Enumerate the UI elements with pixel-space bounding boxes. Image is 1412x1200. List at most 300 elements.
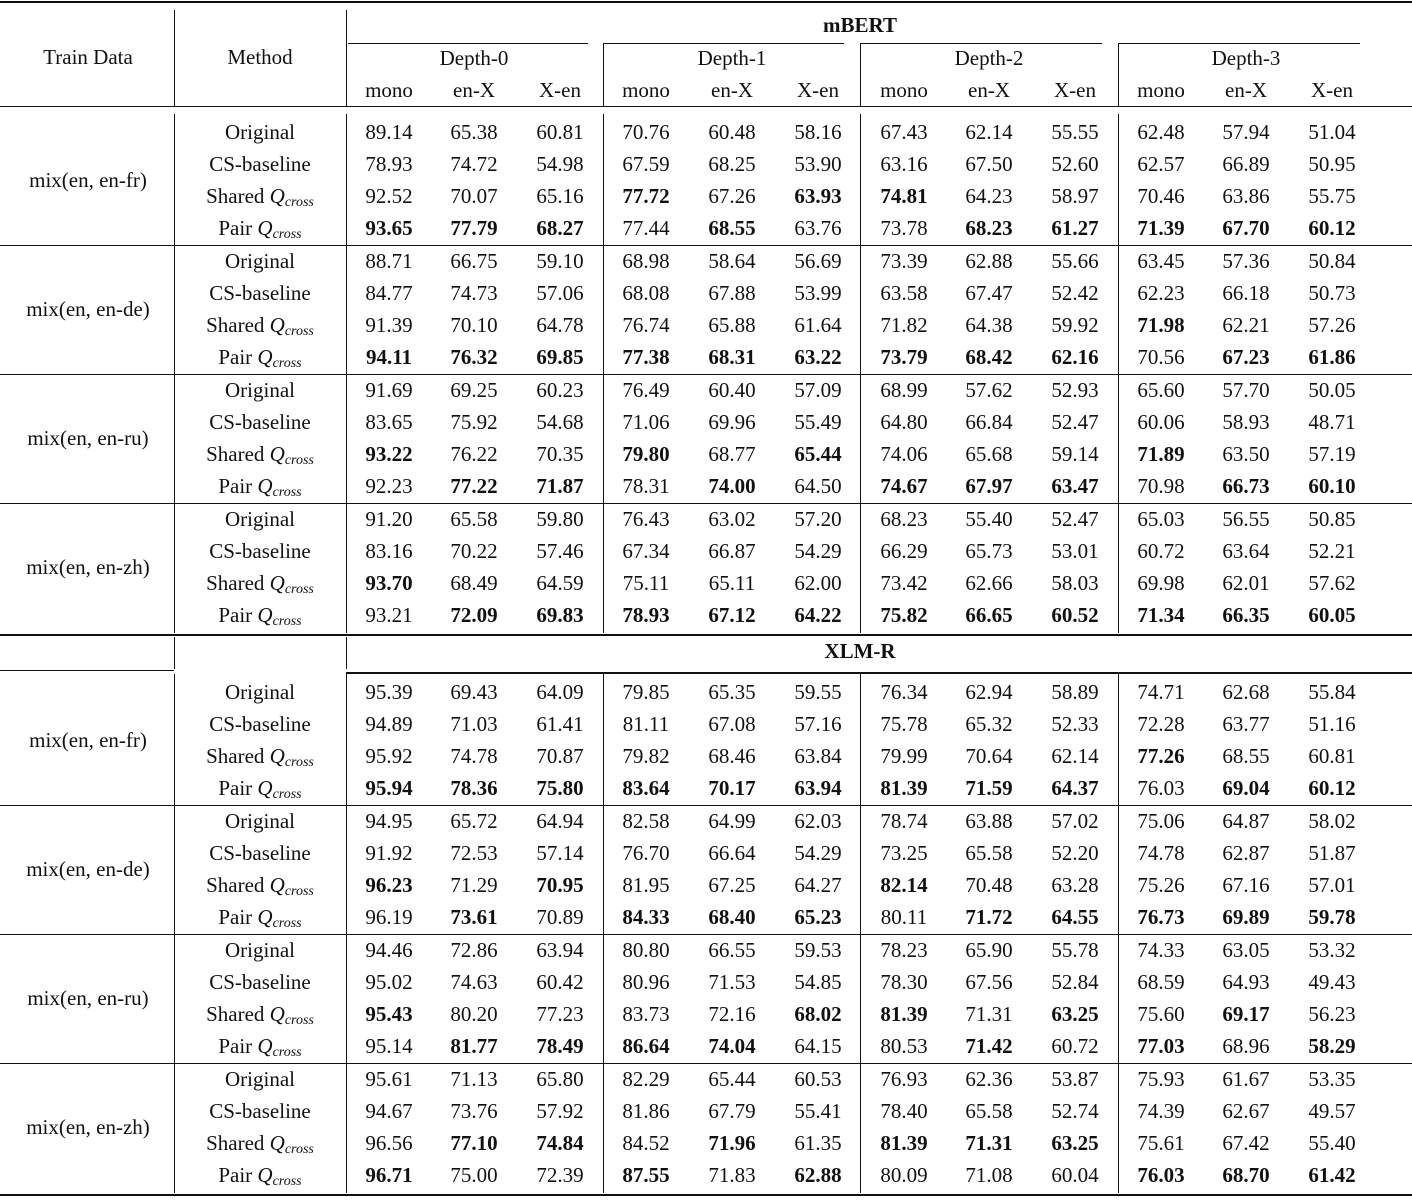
value-cell: 68.96: [1222, 1033, 1270, 1058]
value-cell: 55.41: [794, 1098, 842, 1123]
value-cell: 75.80: [536, 775, 584, 800]
value-cell: 60.52: [1051, 602, 1099, 627]
value-cell: 71.39: [1137, 215, 1185, 240]
value-cell: 63.77: [1222, 711, 1270, 736]
model-title-mbert: mBERT: [823, 13, 897, 37]
value-cell: 51.04: [1308, 120, 1356, 144]
value-cell: 63.94: [794, 775, 842, 800]
value-cell: 84.77: [365, 280, 413, 305]
value-cell: 67.59: [622, 151, 670, 176]
value-cell: 76.70: [622, 840, 670, 865]
value-cell: 63.45: [1137, 249, 1185, 273]
value-cell: 72.53: [450, 840, 498, 865]
value-cell: 52.21: [1308, 538, 1356, 563]
value-cell: 79.85: [622, 680, 670, 704]
vertical-rule: [174, 1061, 175, 1193]
value-cell: 72.86: [450, 938, 498, 962]
vertical-rule: [860, 803, 861, 935]
method-label: Pair: [218, 473, 258, 498]
horizontal-rule: [861, 43, 1102, 44]
value-cell: 68.55: [708, 215, 756, 240]
method-label: Pair: [218, 602, 258, 627]
subcol-header: mono: [622, 78, 670, 102]
value-cell: 64.50: [794, 473, 842, 498]
value-cell: 59.80: [536, 507, 584, 531]
value-cell: 75.92: [450, 409, 498, 434]
method-cell: CS-baseline: [209, 711, 311, 736]
value-cell: 65.44: [794, 441, 842, 466]
value-cell: 71.83: [708, 1162, 756, 1187]
value-cell: 53.35: [1308, 1067, 1356, 1091]
vertical-rule: [174, 932, 175, 1064]
value-cell: 73.79: [880, 344, 928, 369]
method-cell: [160, 567, 360, 599]
value-cell: 50.95: [1308, 151, 1356, 176]
vertical-rule: [603, 43, 604, 106]
value-cell: 53.87: [1051, 1067, 1099, 1091]
method-cell: [160, 599, 360, 631]
value-cell: 68.49: [450, 570, 498, 595]
value-cell: 70.87: [536, 743, 584, 768]
vertical-rule: [174, 372, 175, 504]
value-cell: 82.29: [622, 1067, 670, 1091]
vertical-rule: [346, 803, 347, 935]
value-cell: 53.90: [794, 151, 842, 176]
method-cell: [160, 438, 360, 470]
method-cell: Original: [225, 249, 295, 273]
value-cell: 59.14: [1051, 441, 1099, 466]
value-cell: 78.23: [880, 938, 928, 962]
value-cell: 75.93: [1137, 1067, 1185, 1091]
subcol-header: X-en: [1054, 78, 1096, 102]
vertical-rule: [603, 501, 604, 633]
value-cell: 83.16: [365, 538, 413, 563]
value-cell: 79.82: [622, 743, 670, 768]
value-cell: 54.85: [794, 969, 842, 994]
value-cell: 70.10: [450, 312, 498, 337]
q-cross-symbol: $Q_{cross}$: [257, 602, 302, 629]
value-cell: 60.04: [1051, 1162, 1099, 1187]
q-cross-symbol: $Q_{cross}$: [257, 1162, 302, 1189]
value-cell: 57.92: [536, 1098, 584, 1123]
value-cell: 65.38: [450, 120, 498, 144]
method-cell: [160, 341, 360, 373]
value-cell: 72.28: [1137, 711, 1185, 736]
value-cell: 74.39: [1137, 1098, 1185, 1123]
value-cell: 64.87: [1222, 809, 1270, 833]
value-cell: 60.81: [1308, 743, 1356, 768]
method-cell: [160, 740, 360, 772]
value-cell: 58.16: [794, 120, 842, 144]
value-cell: 55.84: [1308, 680, 1356, 704]
method-cell: CS-baseline: [209, 409, 311, 434]
value-cell: 71.89: [1137, 441, 1185, 466]
train-data-label: mix(en, en-de): [26, 296, 150, 321]
value-cell: 65.72: [450, 809, 498, 833]
value-cell: 67.70: [1222, 215, 1270, 240]
value-cell: 71.42: [965, 1033, 1013, 1058]
value-cell: 92.52: [365, 183, 413, 208]
value-cell: 64.37: [1051, 775, 1099, 800]
value-cell: 70.48: [965, 872, 1013, 897]
value-cell: 78.30: [880, 969, 928, 994]
vertical-rule: [1118, 243, 1119, 375]
value-cell: 68.27: [536, 215, 584, 240]
value-cell: 56.69: [794, 249, 842, 273]
value-cell: 65.35: [708, 680, 756, 704]
vertical-rule: [346, 10, 347, 106]
value-cell: 62.00: [794, 570, 842, 595]
value-cell: 71.31: [965, 1001, 1013, 1026]
value-cell: 91.69: [365, 378, 413, 402]
train-data-label: mix(en, en-fr): [29, 727, 147, 752]
train-data-header: Train Data: [43, 45, 133, 69]
value-cell: 66.18: [1222, 280, 1270, 305]
value-cell: 63.47: [1051, 473, 1099, 498]
value-cell: 80.53: [880, 1033, 928, 1058]
value-cell: 56.23: [1308, 1001, 1356, 1026]
depth-header: Depth-0: [439, 46, 509, 70]
value-cell: 77.23: [536, 1001, 584, 1026]
value-cell: 77.72: [622, 183, 670, 208]
value-cell: 65.11: [708, 570, 756, 595]
value-cell: 55.55: [1051, 120, 1099, 144]
subcol-header: X-en: [539, 78, 581, 102]
vertical-rule: [174, 114, 175, 246]
vertical-rule: [860, 243, 861, 375]
value-cell: 62.03: [794, 809, 842, 833]
train-data-label: mix(en, en-fr): [29, 167, 147, 192]
value-cell: 68.02: [794, 1001, 842, 1026]
value-cell: 86.64: [622, 1033, 670, 1058]
value-cell: 62.16: [1051, 344, 1099, 369]
value-cell: 71.98: [1137, 312, 1185, 337]
value-cell: 54.68: [536, 409, 584, 434]
value-cell: 83.73: [622, 1001, 670, 1026]
value-cell: 74.33: [1137, 938, 1185, 962]
method-cell: Original: [225, 507, 295, 531]
value-cell: 60.72: [1051, 1033, 1099, 1058]
method-label: Shared: [206, 570, 270, 595]
value-cell: 61.41: [536, 711, 584, 736]
value-cell: 62.87: [1222, 840, 1270, 865]
value-cell: 70.76: [622, 120, 670, 144]
vertical-rule: [860, 501, 861, 633]
value-cell: 74.04: [708, 1033, 756, 1058]
value-cell: 65.58: [965, 840, 1013, 865]
vertical-rule: [174, 10, 175, 106]
model-title-xlmr: XLM-R: [824, 639, 896, 663]
value-cell: 60.12: [1308, 775, 1356, 800]
value-cell: 78.93: [622, 602, 670, 627]
value-cell: 63.25: [1051, 1130, 1099, 1155]
train-data-label: mix(en, en-ru): [27, 985, 149, 1010]
value-cell: 67.23: [1222, 344, 1270, 369]
value-cell: 64.38: [965, 312, 1013, 337]
horizontal-rule: [346, 672, 1412, 674]
method-cell: [160, 1030, 360, 1062]
value-cell: 60.40: [708, 378, 756, 402]
value-cell: 66.55: [708, 938, 756, 962]
value-cell: 69.25: [450, 378, 498, 402]
value-cell: 55.49: [794, 409, 842, 434]
value-cell: 62.88: [965, 249, 1013, 273]
value-cell: 71.87: [536, 473, 584, 498]
value-cell: 54.29: [794, 840, 842, 865]
value-cell: 87.55: [622, 1162, 670, 1187]
value-cell: 95.43: [365, 1001, 413, 1026]
value-cell: 63.22: [794, 344, 842, 369]
value-cell: 63.84: [794, 743, 842, 768]
value-cell: 68.77: [708, 441, 756, 466]
value-cell: 75.26: [1137, 872, 1185, 897]
vertical-rule: [346, 243, 347, 375]
value-cell: 80.96: [622, 969, 670, 994]
method-label: Shared: [206, 441, 270, 466]
vertical-rule: [1118, 114, 1119, 246]
value-cell: 62.66: [965, 570, 1013, 595]
value-cell: 57.70: [1222, 378, 1270, 402]
value-cell: 68.42: [965, 344, 1013, 369]
value-cell: 50.84: [1308, 249, 1356, 273]
value-cell: 52.20: [1051, 840, 1099, 865]
value-cell: 60.06: [1137, 409, 1185, 434]
value-cell: 62.14: [1051, 743, 1099, 768]
value-cell: 70.35: [536, 441, 584, 466]
value-cell: 57.19: [1308, 441, 1356, 466]
vertical-rule: [346, 501, 347, 633]
q-cross-symbol: $Q_{cross}$: [269, 743, 314, 770]
value-cell: 93.70: [365, 570, 413, 595]
depth-header: Depth-3: [1211, 46, 1281, 70]
value-cell: 67.25: [708, 872, 756, 897]
value-cell: 64.27: [794, 872, 842, 897]
value-cell: 68.25: [708, 151, 756, 176]
value-cell: 78.49: [536, 1033, 584, 1058]
value-cell: 69.96: [708, 409, 756, 434]
value-cell: 53.01: [1051, 538, 1099, 563]
q-cross-symbol: $Q_{cross}$: [269, 441, 314, 468]
q-cross-symbol: $Q_{cross}$: [269, 312, 314, 339]
method-label: Pair: [218, 344, 258, 369]
vertical-rule: [1118, 43, 1119, 106]
method-label: Shared: [206, 743, 270, 768]
value-cell: 63.58: [880, 280, 928, 305]
value-cell: 62.21: [1222, 312, 1270, 337]
value-cell: 65.58: [450, 507, 498, 531]
method-cell: CS-baseline: [209, 1098, 311, 1123]
value-cell: 71.06: [622, 409, 670, 434]
value-cell: 59.78: [1308, 904, 1356, 929]
vertical-rule: [1118, 803, 1119, 935]
value-cell: 59.55: [794, 680, 842, 704]
value-cell: 69.83: [536, 602, 584, 627]
value-cell: 76.03: [1137, 1162, 1185, 1187]
value-cell: 60.10: [1308, 473, 1356, 498]
subcol-header: mono: [365, 78, 413, 102]
horizontal-rule: [604, 43, 844, 44]
subcol-header: X-en: [1311, 78, 1353, 102]
value-cell: 52.47: [1051, 409, 1099, 434]
value-cell: 83.64: [622, 775, 670, 800]
value-cell: 78.31: [622, 473, 670, 498]
method-cell: CS-baseline: [209, 840, 311, 865]
value-cell: 69.43: [450, 680, 498, 704]
train-data-label: mix(en, en-zh): [26, 1114, 150, 1139]
value-cell: 51.87: [1308, 840, 1356, 865]
value-cell: 74.78: [1137, 840, 1185, 865]
value-cell: 73.61: [450, 904, 498, 929]
value-cell: 75.11: [622, 570, 670, 595]
value-cell: 83.65: [365, 409, 413, 434]
vertical-rule: [1118, 372, 1119, 504]
value-cell: 76.49: [622, 378, 670, 402]
value-cell: 95.02: [365, 969, 413, 994]
value-cell: 64.99: [708, 809, 756, 833]
method-label: Shared: [206, 872, 270, 897]
value-cell: 57.02: [1051, 809, 1099, 833]
method-label: Pair: [218, 1033, 258, 1058]
q-cross-symbol: $Q_{cross}$: [257, 904, 302, 931]
value-cell: 63.16: [880, 151, 928, 176]
value-cell: 94.11: [365, 344, 413, 369]
value-cell: 74.73: [450, 280, 498, 305]
value-cell: 71.34: [1137, 602, 1185, 627]
method-label: Pair: [218, 215, 258, 240]
value-cell: 74.78: [450, 743, 498, 768]
value-cell: 61.35: [794, 1130, 842, 1155]
value-cell: 94.89: [365, 711, 413, 736]
q-cross-symbol: $Q_{cross}$: [269, 1001, 314, 1028]
value-cell: 77.22: [450, 473, 498, 498]
value-cell: 76.93: [880, 1067, 928, 1091]
value-cell: 76.03: [1137, 775, 1185, 800]
horizontal-rule: [348, 43, 588, 44]
value-cell: 57.46: [536, 538, 584, 563]
value-cell: 66.73: [1222, 473, 1270, 498]
vertical-rule: [603, 114, 604, 246]
value-cell: 52.60: [1051, 151, 1099, 176]
value-cell: 55.75: [1308, 183, 1356, 208]
method-cell: CS-baseline: [209, 151, 311, 176]
value-cell: 50.05: [1308, 378, 1356, 402]
value-cell: 63.94: [536, 938, 584, 962]
value-cell: 64.94: [536, 809, 584, 833]
subcol-header: en-X: [711, 78, 753, 102]
vertical-rule: [174, 637, 175, 669]
value-cell: 57.94: [1222, 120, 1270, 144]
value-cell: 65.16: [536, 183, 584, 208]
method-cell: Original: [225, 680, 295, 704]
vertical-rule: [346, 637, 347, 669]
value-cell: 73.25: [880, 840, 928, 865]
value-cell: 52.42: [1051, 280, 1099, 305]
value-cell: 88.71: [365, 249, 413, 273]
value-cell: 62.68: [1222, 680, 1270, 704]
horizontal-rule: [0, 106, 1412, 107]
value-cell: 66.75: [450, 249, 498, 273]
method-label: Shared: [206, 312, 270, 337]
value-cell: 78.93: [365, 151, 413, 176]
value-cell: 91.92: [365, 840, 413, 865]
value-cell: 60.53: [794, 1067, 842, 1091]
vertical-rule: [174, 674, 175, 806]
value-cell: 67.12: [708, 602, 756, 627]
method-cell: [160, 772, 360, 804]
vertical-rule: [860, 674, 861, 806]
value-cell: 68.08: [622, 280, 670, 305]
value-cell: 73.42: [880, 570, 928, 595]
value-cell: 92.23: [365, 473, 413, 498]
method-cell: [160, 180, 360, 212]
value-cell: 96.71: [365, 1162, 413, 1187]
vertical-rule: [1118, 932, 1119, 1064]
value-cell: 89.14: [365, 120, 413, 144]
value-cell: 69.04: [1222, 775, 1270, 800]
vertical-rule: [1118, 501, 1119, 633]
value-cell: 65.23: [794, 904, 842, 929]
value-cell: 55.40: [1308, 1130, 1356, 1155]
value-cell: 76.74: [622, 312, 670, 337]
method-label: Shared: [206, 183, 270, 208]
value-cell: 49.57: [1308, 1098, 1356, 1123]
method-cell: [160, 869, 360, 901]
vertical-rule: [346, 674, 347, 806]
vertical-rule: [860, 1061, 861, 1193]
vertical-rule: [346, 1061, 347, 1193]
vertical-rule: [346, 932, 347, 1064]
value-cell: 68.59: [1137, 969, 1185, 994]
value-cell: 64.22: [794, 602, 842, 627]
value-cell: 70.64: [965, 743, 1013, 768]
value-cell: 67.43: [880, 120, 928, 144]
vertical-rule: [603, 243, 604, 375]
value-cell: 65.03: [1137, 507, 1185, 531]
method-label: Pair: [218, 904, 258, 929]
value-cell: 94.46: [365, 938, 413, 962]
value-cell: 78.40: [880, 1098, 928, 1123]
value-cell: 53.32: [1308, 938, 1356, 962]
value-cell: 52.74: [1051, 1098, 1099, 1123]
value-cell: 58.29: [1308, 1033, 1356, 1058]
value-cell: 77.26: [1137, 743, 1185, 768]
method-cell: Original: [225, 809, 295, 833]
value-cell: 55.78: [1051, 938, 1099, 962]
value-cell: 52.93: [1051, 378, 1099, 402]
value-cell: 48.71: [1308, 409, 1356, 434]
value-cell: 77.03: [1137, 1033, 1185, 1058]
value-cell: 81.39: [880, 1001, 928, 1026]
value-cell: 63.64: [1222, 538, 1270, 563]
vertical-rule: [174, 243, 175, 375]
method-cell: [160, 901, 360, 933]
value-cell: 59.92: [1051, 312, 1099, 337]
value-cell: 77.38: [622, 344, 670, 369]
value-cell: 79.80: [622, 441, 670, 466]
value-cell: 60.42: [536, 969, 584, 994]
value-cell: 78.36: [450, 775, 498, 800]
value-cell: 69.85: [536, 344, 584, 369]
value-cell: 61.64: [794, 312, 842, 337]
value-cell: 64.55: [1051, 904, 1099, 929]
value-cell: 94.67: [365, 1098, 413, 1123]
value-cell: 93.65: [365, 215, 413, 240]
value-cell: 66.89: [1222, 151, 1270, 176]
value-cell: 49.43: [1308, 969, 1356, 994]
subcol-header: mono: [1137, 78, 1185, 102]
value-cell: 80.20: [450, 1001, 498, 1026]
value-cell: 67.34: [622, 538, 670, 563]
